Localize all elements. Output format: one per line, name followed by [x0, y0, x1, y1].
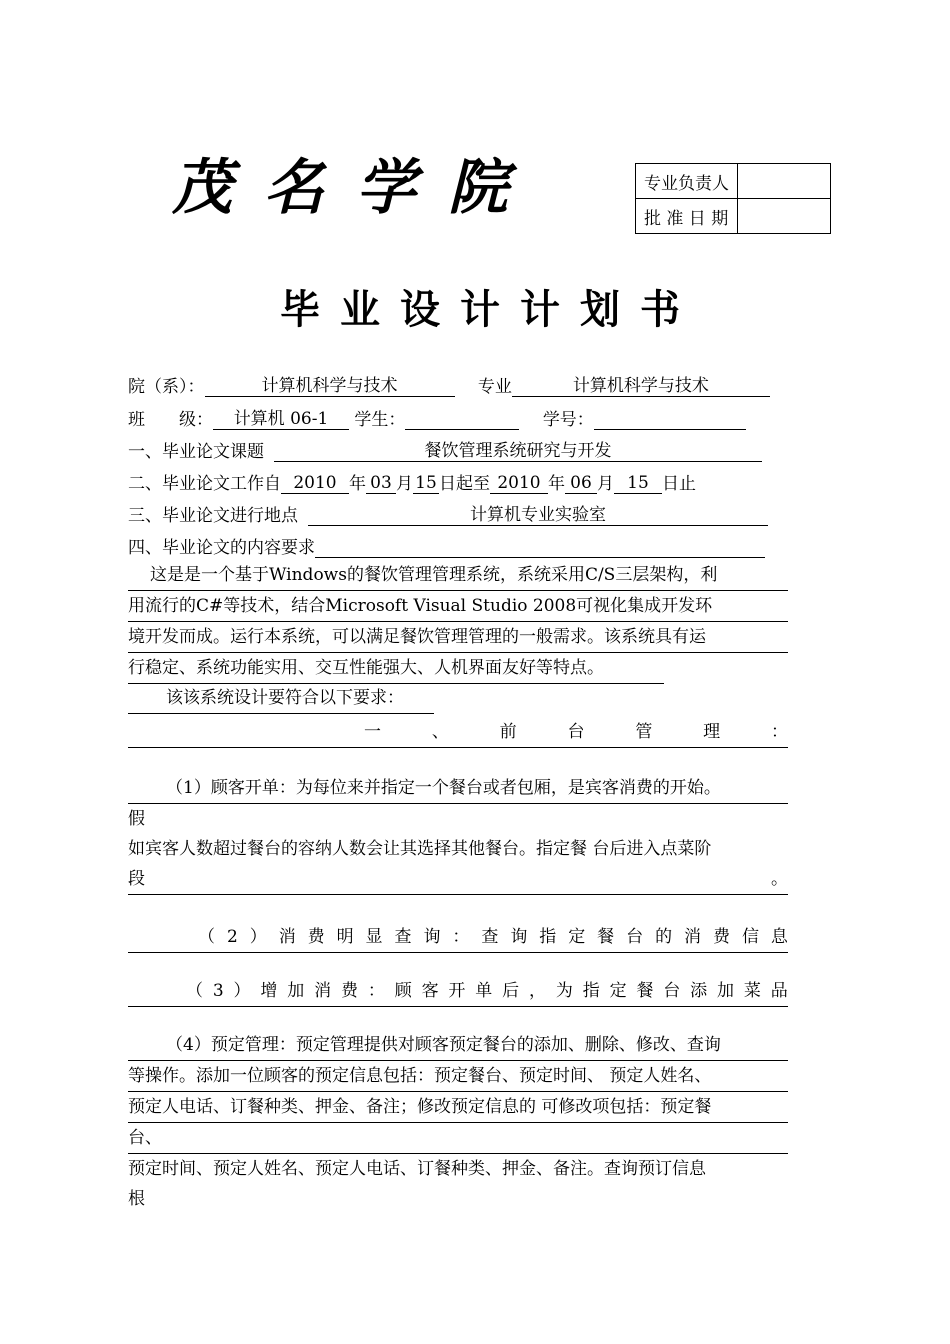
section-heading — [128, 718, 788, 748]
heading-char: ： — [770, 722, 788, 742]
item3-char: 添 — [690, 981, 708, 1001]
item2-char: ： — [452, 927, 470, 947]
item2-char: ） — [249, 927, 267, 947]
item2-char: 指 — [539, 927, 557, 947]
item3-char: 3 — [212, 981, 224, 1001]
unit-year: 年 — [548, 474, 565, 494]
unit-year: 年 — [349, 474, 366, 494]
item2-char: 信 — [741, 927, 759, 947]
topic-value: 餐饮管理系统研究与开发 — [274, 441, 762, 462]
item2-char: 2 — [226, 927, 238, 947]
item3-char: 消 — [314, 981, 332, 1001]
item1 — [128, 773, 788, 895]
start-day: 15 — [413, 473, 439, 494]
heading-char: 、 — [431, 722, 449, 742]
item2 — [128, 922, 788, 952]
item2-char: 询 — [510, 927, 528, 947]
item2-char: 台 — [626, 927, 644, 947]
approval-row — [636, 164, 831, 199]
item2-char: 定 — [568, 927, 586, 947]
item3-char: 顾 — [394, 981, 412, 1001]
item3-char: 菜 — [743, 981, 761, 1001]
heading-text — [324, 717, 788, 748]
item4-line: 预定人电话、订餐种类、押金、备注；修改预定信息的 可修改项包括：预定餐 — [128, 1092, 788, 1123]
school-name: 茂名学院 — [172, 153, 540, 223]
approval-value — [738, 164, 831, 199]
item1-line: （1）顾客开单：为每位来并指定一个餐台或者包厢，是宾客消费的开始。 — [128, 773, 788, 804]
item4-line: 预定时间、预定人姓名、预定人电话、订餐种类、押金、备注。查询预订信息 — [128, 1159, 706, 1179]
class-student-line — [128, 405, 746, 430]
class-value: 计算机 06-1 — [213, 409, 349, 430]
requirement-intro-wrap — [128, 683, 788, 713]
location-value: 计算机专业实验室 — [308, 505, 768, 526]
item3-char: 增 — [260, 981, 278, 1001]
item2-text — [184, 922, 788, 953]
item3-text — [178, 976, 788, 1007]
content-line — [128, 533, 765, 558]
heading-char: 前 — [499, 722, 517, 742]
start-year: 2010 — [281, 473, 349, 494]
item3-char: （ — [186, 981, 203, 1001]
id-label: 学号： — [542, 410, 594, 430]
item2-char: 消 — [278, 927, 296, 947]
item3-char: 餐 — [636, 981, 654, 1001]
approval-table — [635, 163, 831, 234]
end-year: 2010 — [490, 473, 548, 494]
item1-last-line — [128, 864, 788, 895]
item4-line: 根 — [128, 1189, 145, 1209]
location-line — [128, 501, 768, 526]
item3-char: 为 — [555, 981, 573, 1001]
item2-char: 费 — [712, 927, 730, 947]
item3 — [128, 976, 788, 1006]
student-value — [405, 429, 519, 430]
item3-char: 客 — [421, 981, 439, 1001]
document-title: 毕业设计计划书 — [280, 287, 700, 333]
item1-end: 。 — [771, 869, 788, 889]
item1-line: 段 — [128, 869, 145, 889]
heading-underline — [128, 721, 324, 748]
item3-char: 开 — [448, 981, 466, 1001]
item2-underline — [128, 922, 184, 953]
intro-line-wrap — [128, 653, 788, 683]
intro-line: 境开发而成。运行本系统，可以满足餐饮管理管理的一般需求。该系统具有运 — [128, 622, 788, 653]
location-label: 三、毕业论文进行地点 — [128, 506, 298, 526]
item3-char: 费 — [340, 981, 358, 1001]
end-day: 15 — [614, 473, 662, 494]
heading-char: 管 — [635, 722, 653, 742]
item3-char: ： — [367, 981, 385, 1001]
item3-char: 加 — [287, 981, 305, 1001]
end-month: 06 — [565, 473, 597, 494]
class-label: 班 级： — [128, 410, 213, 430]
item3-char: 指 — [582, 981, 600, 1001]
item2-char: 询 — [423, 927, 441, 947]
approval-label: 专业负责人 — [636, 164, 738, 199]
intro-line: 用流行的C#等技术，结合Microsoft Visual Studio 2008可视化集成开发环 — [128, 591, 788, 622]
item2-char: 消 — [684, 927, 702, 947]
unit-month: 月 — [597, 474, 614, 494]
item3-char: 品 — [770, 981, 788, 1001]
item3-char: 加 — [717, 981, 735, 1001]
intro-line: 这是是一个基于Windows的餐饮管理管理系统，系统采用C/S三层架构，利 — [128, 560, 788, 591]
item2-char: 显 — [365, 927, 383, 947]
unit-month: 月 — [396, 474, 413, 494]
item4-line: （4）预定管理：预定管理提供对顾客预定餐台的添加、删除、修改、查询 — [128, 1030, 788, 1061]
approval-row — [636, 199, 831, 234]
student-label: 学生： — [354, 410, 406, 430]
item3-char: 后 — [502, 981, 520, 1001]
item3-char: 单 — [475, 981, 493, 1001]
item2-char: 明 — [336, 927, 354, 947]
item1-line: 如宾客人数超过餐台的容纳人数会让其选择其他餐台。指定餐 台后进入点菜阶 — [128, 839, 712, 859]
unit-day-start: 日起至 — [439, 474, 490, 494]
unit-day-end: 日止 — [662, 474, 696, 494]
major-value: 计算机科学与技术 — [512, 376, 770, 397]
item2-char: 费 — [307, 927, 325, 947]
dept-value: 计算机科学与技术 — [205, 376, 455, 397]
item3-underline — [128, 976, 178, 1007]
content-body — [128, 560, 788, 713]
period-line — [128, 469, 696, 494]
id-value — [594, 429, 746, 430]
heading-char: 一 — [364, 722, 381, 742]
item2-char: 的 — [655, 927, 673, 947]
topic-label: 一、毕业论文课题 — [128, 442, 264, 462]
content-label: 四、毕业论文的内容要求 — [128, 538, 315, 558]
content-underline — [315, 537, 765, 558]
intro-line: 行稳定、系统功能实用、交互性能强大、人机界面友好等特点。 — [128, 653, 664, 684]
dept-major-line — [128, 372, 770, 397]
item3-char: ， — [529, 981, 546, 1001]
start-month: 03 — [366, 473, 396, 494]
approval-label: 批 准 日 期 — [636, 199, 738, 234]
topic-line — [128, 437, 762, 462]
heading-char: 理 — [703, 722, 721, 742]
item4-line: 台、 — [128, 1123, 788, 1154]
item2-char: 查 — [481, 927, 499, 947]
major-label: 专业 — [477, 377, 512, 397]
requirement-intro-box — [128, 683, 434, 714]
item2-char: 餐 — [597, 927, 615, 947]
heading-char: 台 — [567, 722, 585, 742]
item1-line: 假 — [128, 809, 145, 829]
item2-char: 息 — [770, 927, 788, 947]
item2-char: 查 — [394, 927, 412, 947]
item3-char: 定 — [609, 981, 627, 1001]
dept-label: 院（系）： — [128, 377, 205, 397]
item2-char: （ — [198, 927, 215, 947]
requirement-intro: 该该系统设计要符合以下要求： — [166, 688, 404, 708]
item4-line: 等操作。添加一位顾客的预定信息包括：预定餐台、预定时间、 预定人姓名、 — [128, 1061, 788, 1092]
item3-char: 台 — [663, 981, 681, 1001]
period-label: 二、毕业论文工作自 — [128, 474, 281, 494]
item3-char: ） — [233, 981, 251, 1001]
approval-value — [738, 199, 831, 234]
item4 — [128, 1030, 788, 1214]
